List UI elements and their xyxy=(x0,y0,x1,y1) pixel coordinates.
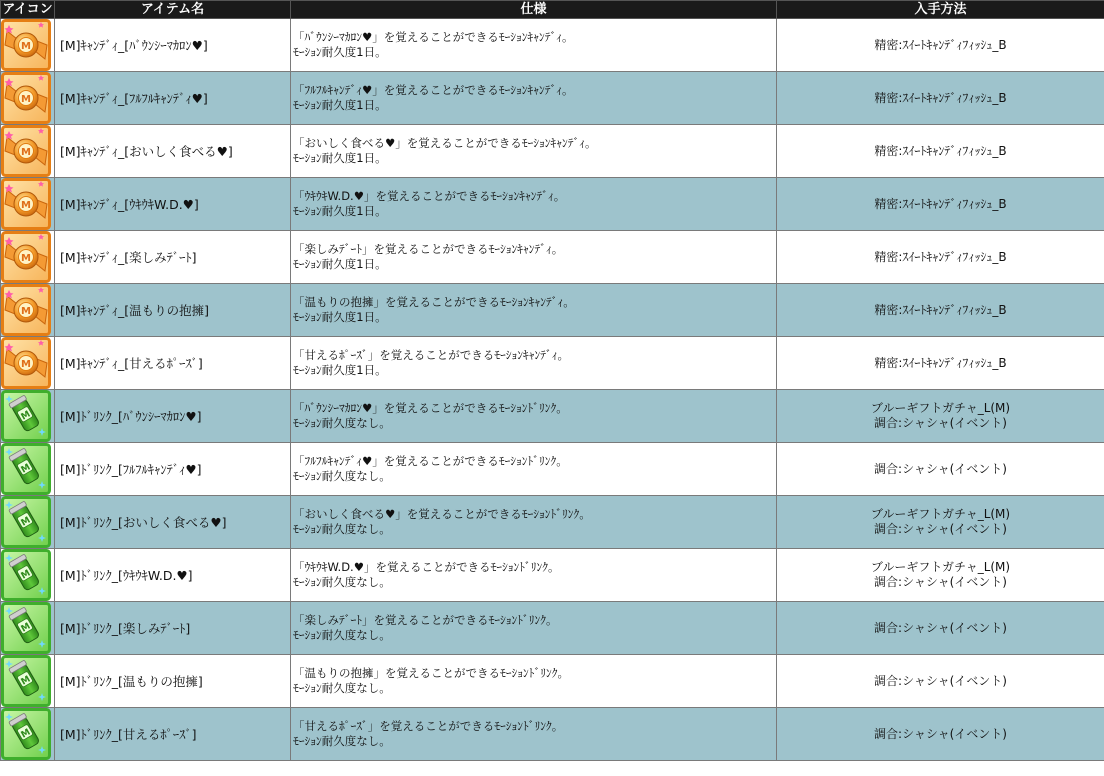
item-source xyxy=(777,178,1104,231)
item-spec xyxy=(291,390,777,443)
drink-icon xyxy=(1,443,51,495)
table-row xyxy=(1,708,1104,761)
header-icon: アイコン xyxy=(2,2,53,17)
source-line: 調合:シャシャ(イベント) xyxy=(874,416,1007,430)
icon-cell xyxy=(1,72,55,125)
table-row xyxy=(1,284,1104,337)
source-line: 精密:ｽｲｰﾄｷｬﾝﾃﾞｨﾌｨｯｼｭ_B xyxy=(874,249,1007,264)
spec-durability: ﾓｰｼｮﾝ耐久度なし。 xyxy=(293,575,391,589)
item-source xyxy=(777,655,1104,708)
spec-durability: ﾓｰｼｮﾝ耐久度1日。 xyxy=(293,45,387,59)
item-source xyxy=(777,390,1104,443)
svg-text:M: M xyxy=(21,253,31,264)
item-source xyxy=(777,708,1104,761)
candy-icon xyxy=(1,178,51,230)
icon-cell xyxy=(1,390,55,443)
svg-text:M: M xyxy=(19,674,33,688)
header-item-name: アイテム名 xyxy=(55,1,291,19)
item-source xyxy=(777,72,1104,125)
icon-cell xyxy=(1,443,55,496)
svg-text:M: M xyxy=(21,41,31,52)
item-name: [M]ﾄﾞﾘﾝｸ_[ｳｷｳｷW.D.♥] xyxy=(55,549,291,602)
source-line: ブルーギフトガチャ_L(M) xyxy=(870,560,1011,574)
candy-icon xyxy=(1,284,51,336)
spec-description: 「楽しみﾃﾞｰﾄ」を覚えることができるﾓｰｼｮﾝｷｬﾝﾃﾞｨ。 xyxy=(293,242,564,256)
item-name: [M]ｷｬﾝﾃﾞｨ_[甘えるﾎﾟｰｽﾞ] xyxy=(55,337,291,390)
spec-description: 「温もりの抱擁」を覚えることができるﾓｰｼｮﾝｷｬﾝﾃﾞｨ。 xyxy=(293,295,575,309)
icon-cell xyxy=(1,125,55,178)
source-line: 調合:シャシャ(イベント) xyxy=(874,522,1007,536)
spec-durability: ﾓｰｼｮﾝ耐久度1日。 xyxy=(293,151,387,165)
spec-description: 「ﾌﾙﾌﾙｷｬﾝﾃﾞｨ♥」を覚えることができるﾓｰｼｮﾝｷｬﾝﾃﾞｨ。 xyxy=(293,83,574,97)
table-row xyxy=(1,72,1104,125)
spec-durability: ﾓｰｼｮﾝ耐久度なし。 xyxy=(293,628,391,642)
item-source xyxy=(777,125,1104,178)
svg-text:M: M xyxy=(19,727,33,741)
spec-durability: ﾓｰｼｮﾝ耐久度なし。 xyxy=(293,416,391,430)
candy-icon xyxy=(1,231,51,283)
spec-description: 「ﾊﾞｳﾝｼｰﾏｶﾛﾝ♥」を覚えることができるﾓｰｼｮﾝｷｬﾝﾃﾞｨ。 xyxy=(293,30,574,44)
item-name: [M]ﾄﾞﾘﾝｸ_[おいしく食べる♥] xyxy=(55,496,291,549)
table-row xyxy=(1,655,1104,708)
svg-text:M: M xyxy=(19,409,33,423)
source-line: 精密:ｽｲｰﾄｷｬﾝﾃﾞｨﾌｨｯｼｭ_B xyxy=(874,90,1007,105)
spec-durability: ﾓｰｼｮﾝ耐久度1日。 xyxy=(293,257,387,271)
item-spec xyxy=(291,602,777,655)
spec-description: 「楽しみﾃﾞｰﾄ」を覚えることができるﾓｰｼｮﾝﾄﾞﾘﾝｸ。 xyxy=(293,613,558,627)
source-line: ブルーギフトガチャ_L(M) xyxy=(870,401,1011,415)
item-spec xyxy=(291,496,777,549)
candy-icon xyxy=(1,19,51,71)
icon-cell xyxy=(1,19,55,72)
table-row xyxy=(1,390,1104,443)
table-body xyxy=(1,19,1104,761)
table-row xyxy=(1,231,1104,284)
drink-icon xyxy=(1,602,51,654)
item-name: [M]ﾄﾞﾘﾝｸ_[楽しみﾃﾞｰﾄ] xyxy=(55,602,291,655)
item-source xyxy=(777,602,1104,655)
spec-durability: ﾓｰｼｮﾝ耐久度1日。 xyxy=(293,98,387,112)
spec-description: 「おいしく食べる♥」を覚えることができるﾓｰｼｮﾝｷｬﾝﾃﾞｨ。 xyxy=(293,136,597,150)
item-source xyxy=(777,549,1104,602)
item-name: [M]ﾄﾞﾘﾝｸ_[温もりの抱擁] xyxy=(55,655,291,708)
source-line: 調合:シャシャ(イベント) xyxy=(874,726,1007,741)
icon-cell xyxy=(1,655,55,708)
table-row xyxy=(1,337,1104,390)
source-line: 調合:シャシャ(イベント) xyxy=(874,673,1007,688)
item-source xyxy=(777,496,1104,549)
drink-icon xyxy=(1,708,51,760)
table-row xyxy=(1,443,1104,496)
item-spec xyxy=(291,231,777,284)
item-name: [M]ｷｬﾝﾃﾞｨ_[温もりの抱擁] xyxy=(55,284,291,337)
drink-icon xyxy=(1,655,51,707)
header-source: 入手方法 xyxy=(777,1,1104,19)
item-name: [M]ﾄﾞﾘﾝｸ_[ﾌﾙﾌﾙｷｬﾝﾃﾞｨ♥] xyxy=(55,443,291,496)
item-spec xyxy=(291,549,777,602)
icon-cell xyxy=(1,337,55,390)
spec-description: 「ｳｷｳｷW.D.♥」を覚えることができるﾓｰｼｮﾝﾄﾞﾘﾝｸ。 xyxy=(293,560,560,574)
svg-text:M: M xyxy=(19,621,33,635)
icon-cell xyxy=(1,231,55,284)
candy-icon xyxy=(1,125,51,177)
spec-durability: ﾓｰｼｮﾝ耐久度1日。 xyxy=(293,363,387,377)
source-line: 精密:ｽｲｰﾄｷｬﾝﾃﾞｨﾌｨｯｼｭ_B xyxy=(874,302,1007,317)
drink-icon xyxy=(1,549,51,601)
item-spec xyxy=(291,178,777,231)
icon-cell xyxy=(1,496,55,549)
item-source xyxy=(777,443,1104,496)
item-source xyxy=(777,19,1104,72)
header-spec: 仕様 xyxy=(291,1,777,19)
spec-durability: ﾓｰｼｮﾝ耐久度1日。 xyxy=(293,310,387,324)
item-name: [M]ﾄﾞﾘﾝｸ_[ﾊﾞｳﾝｼｰﾏｶﾛﾝ♥] xyxy=(55,390,291,443)
source-line: 精密:ｽｲｰﾄｷｬﾝﾃﾞｨﾌｨｯｼｭ_B xyxy=(874,143,1007,158)
source-line: 精密:ｽｲｰﾄｷｬﾝﾃﾞｨﾌｨｯｼｭ_B xyxy=(874,37,1007,52)
icon-cell xyxy=(1,284,55,337)
source-line: ブルーギフトガチャ_L(M) xyxy=(870,507,1011,521)
svg-text:M: M xyxy=(21,359,31,370)
spec-description: 「ﾊﾞｳﾝｼｰﾏｶﾛﾝ♥」を覚えることができるﾓｰｼｮﾝﾄﾞﾘﾝｸ。 xyxy=(293,401,568,415)
table-row xyxy=(1,549,1104,602)
svg-text:M: M xyxy=(19,568,33,582)
spec-durability: ﾓｰｼｮﾝ耐久度なし。 xyxy=(293,734,391,748)
svg-text:M: M xyxy=(21,94,31,105)
table-row xyxy=(1,496,1104,549)
source-line: 調合:シャシャ(イベント) xyxy=(874,461,1007,476)
drink-icon xyxy=(1,496,51,548)
spec-description: 「ﾌﾙﾌﾙｷｬﾝﾃﾞｨ♥」を覚えることができるﾓｰｼｮﾝﾄﾞﾘﾝｸ。 xyxy=(293,454,568,468)
table-row xyxy=(1,125,1104,178)
item-name: [M]ﾄﾞﾘﾝｸ_[甘えるﾎﾟｰｽﾞ] xyxy=(55,708,291,761)
item-spec xyxy=(291,443,777,496)
svg-text:M: M xyxy=(21,306,31,317)
item-spec xyxy=(291,19,777,72)
spec-durability: ﾓｰｼｮﾝ耐久度なし。 xyxy=(293,522,391,536)
candy-icon xyxy=(1,72,51,124)
item-source xyxy=(777,231,1104,284)
item-name: [M]ｷｬﾝﾃﾞｨ_[ｳｷｳｷW.D.♥] xyxy=(55,178,291,231)
spec-description: 「甘えるﾎﾟｰｽﾞ」を覚えることができるﾓｰｼｮﾝｷｬﾝﾃﾞｨ。 xyxy=(293,348,569,362)
item-spec xyxy=(291,125,777,178)
item-spec xyxy=(291,337,777,390)
svg-text:M: M xyxy=(19,462,33,476)
spec-durability: ﾓｰｼｮﾝ耐久度1日。 xyxy=(293,204,387,218)
svg-text:M: M xyxy=(19,515,33,529)
item-spec xyxy=(291,708,777,761)
spec-description: 「おいしく食べる♥」を覚えることができるﾓｰｼｮﾝﾄﾞﾘﾝｸ。 xyxy=(293,507,591,521)
table-row xyxy=(1,19,1104,72)
item-name: [M]ｷｬﾝﾃﾞｨ_[楽しみﾃﾞｰﾄ] xyxy=(55,231,291,284)
icon-cell xyxy=(1,708,55,761)
spec-description: 「温もりの抱擁」を覚えることができるﾓｰｼｮﾝﾄﾞﾘﾝｸ。 xyxy=(293,666,569,680)
icon-cell xyxy=(1,549,55,602)
source-line: 調合:シャシャ(イベント) xyxy=(874,575,1007,589)
svg-text:M: M xyxy=(21,200,31,211)
spec-description: 「ｳｷｳｷW.D.♥」を覚えることができるﾓｰｼｮﾝｷｬﾝﾃﾞｨ。 xyxy=(293,189,566,203)
item-source xyxy=(777,337,1104,390)
source-line: 精密:ｽｲｰﾄｷｬﾝﾃﾞｨﾌｨｯｼｭ_B xyxy=(874,355,1007,370)
item-spec xyxy=(291,284,777,337)
icon-cell xyxy=(1,178,55,231)
source-line: 精密:ｽｲｰﾄｷｬﾝﾃﾞｨﾌｨｯｼｭ_B xyxy=(874,196,1007,211)
candy-icon xyxy=(1,337,51,389)
table-row xyxy=(1,178,1104,231)
spec-durability: ﾓｰｼｮﾝ耐久度なし。 xyxy=(293,469,391,483)
item-source xyxy=(777,284,1104,337)
item-spec xyxy=(291,72,777,125)
spec-description: 「甘えるﾎﾟｰｽﾞ」を覚えることができるﾓｰｼｮﾝﾄﾞﾘﾝｸ。 xyxy=(293,719,564,733)
spec-durability: ﾓｰｼｮﾝ耐久度なし。 xyxy=(293,681,391,695)
table-row xyxy=(1,602,1104,655)
icon-cell xyxy=(1,602,55,655)
source-line: 調合:シャシャ(イベント) xyxy=(874,620,1007,635)
item-name: [M]ｷｬﾝﾃﾞｨ_[ﾌﾙﾌﾙｷｬﾝﾃﾞｨ♥] xyxy=(55,72,291,125)
drink-icon xyxy=(1,390,51,442)
item-name: [M]ｷｬﾝﾃﾞｨ_[ﾊﾞｳﾝｼｰﾏｶﾛﾝ♥] xyxy=(55,19,291,72)
svg-text:M: M xyxy=(21,147,31,158)
item-name: [M]ｷｬﾝﾃﾞｨ_[おいしく食べる♥] xyxy=(55,125,291,178)
header-row xyxy=(1,1,1104,19)
item-spec xyxy=(291,655,777,708)
